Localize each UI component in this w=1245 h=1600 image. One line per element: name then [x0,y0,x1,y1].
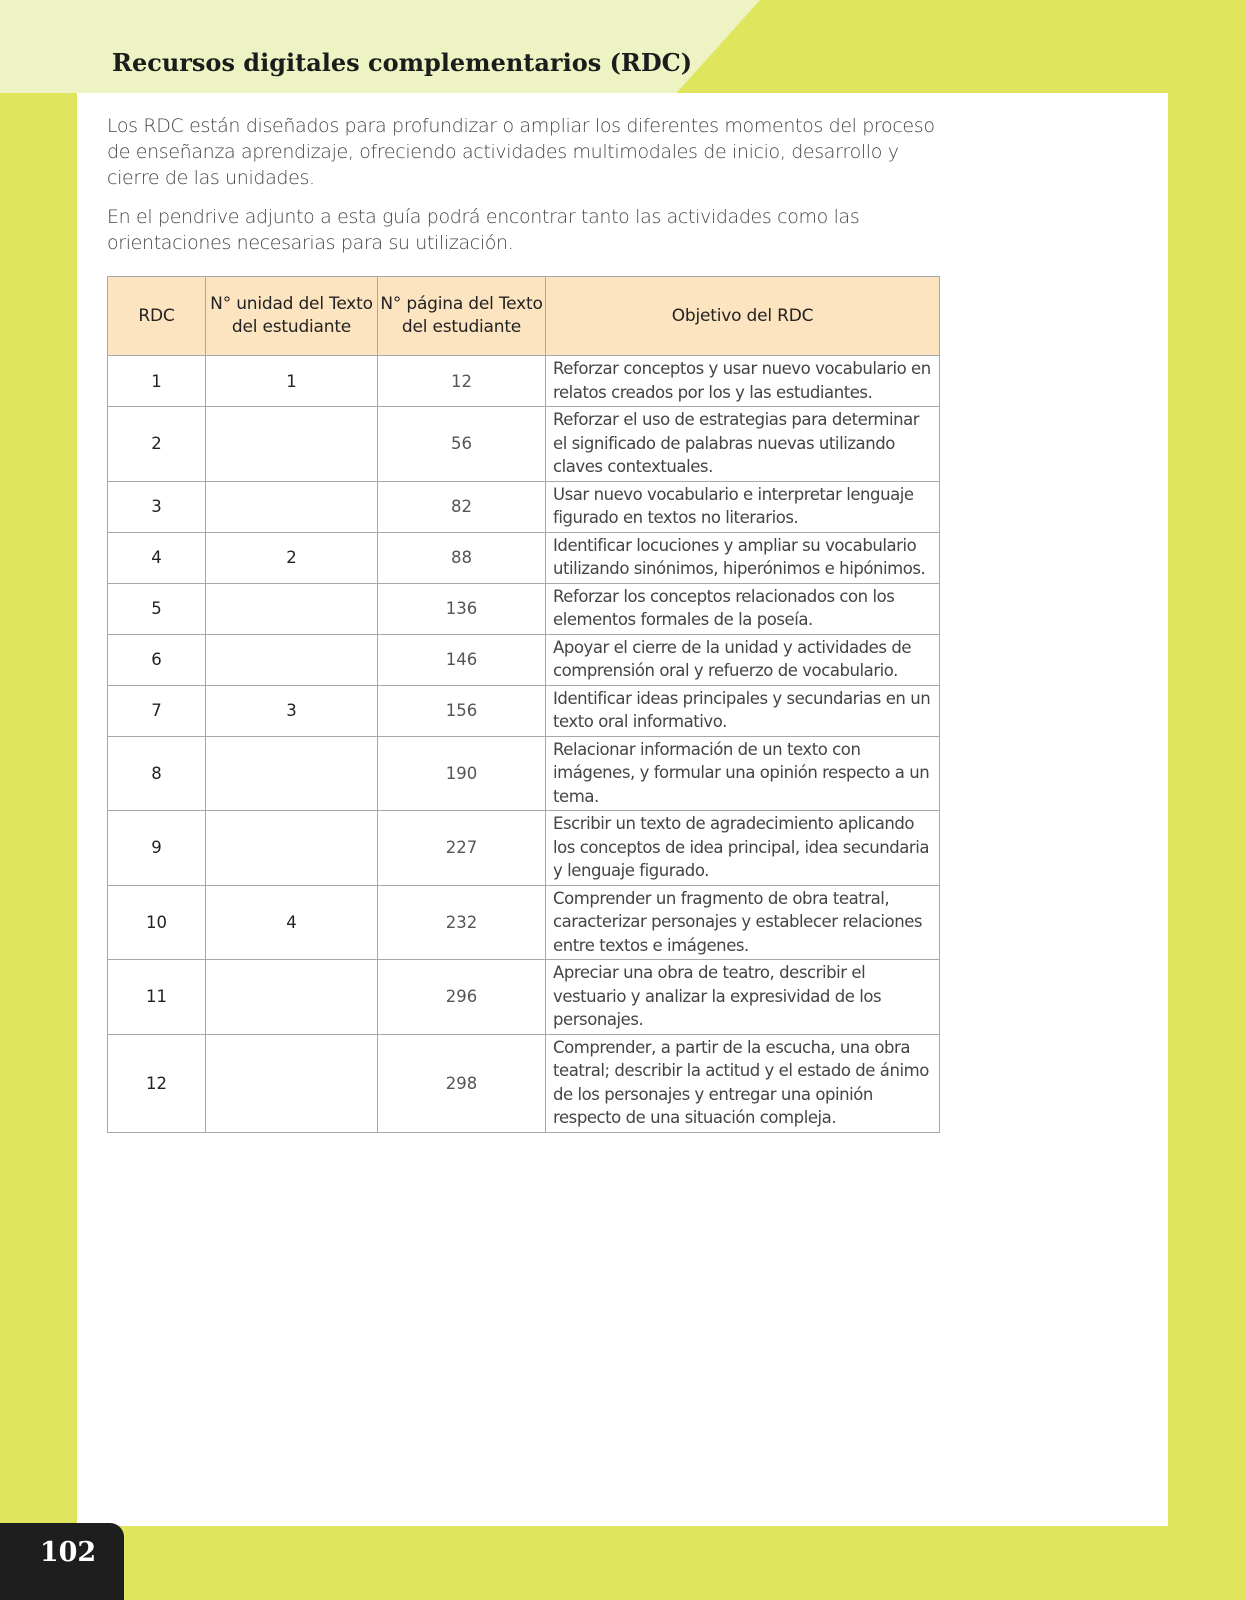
cell-pagina: 296 [378,960,546,1035]
cell-objetivo: Comprender, a partir de la escucha, una obra teatral; describir la actitud y el estado de ánimo de los personajes y entregar una opinión respecto de una situación compleja. [546,1034,940,1132]
table-row [108,885,940,960]
cell-pagina: 190 [378,736,546,811]
intro-paragraph-1: Los RDC están diseñados para profundizar o ampliar los diferentes momentos del proceso de enseñanza aprendizaje, ofreciendo actividades multimodales de inicio, desarrollo y cierre de las unidades. [107,115,935,189]
cell-rdc: 5 [108,583,206,634]
cell-rdc: 4 [108,532,206,583]
cell-unidad: 4 [206,885,378,960]
cell-rdc: 3 [108,481,206,532]
table-row [108,960,940,1035]
header-rdc: RDC [108,277,206,356]
cell-unidad: 3 [206,685,378,736]
table-row [108,356,940,407]
cell-objetivo: Usar nuevo vocabulario e interpretar lenguaje figurado en textos no literarios. [546,481,940,532]
cell-unidad [206,407,378,482]
cell-rdc: 6 [108,634,206,685]
cell-pagina: 56 [378,407,546,482]
cell-pagina: 156 [378,685,546,736]
cell-unidad [206,811,378,886]
table-row [108,634,940,685]
cell-rdc: 10 [108,885,206,960]
cell-rdc: 12 [108,1034,206,1132]
table-row [108,1034,940,1132]
table-row [108,583,940,634]
header-pagina: N° página del Texto del estudiante [378,277,546,356]
cell-pagina: 82 [378,481,546,532]
cell-pagina: 136 [378,583,546,634]
table-row [108,736,940,811]
cell-objetivo: Reforzar los conceptos relacionados con los elementos formales de la poseía. [546,583,940,634]
cell-rdc: 8 [108,736,206,811]
cell-pagina: 88 [378,532,546,583]
cell-rdc: 7 [108,685,206,736]
cell-objetivo: Reforzar el uso de estrategias para determinar el significado de palabras nuevas utilizando claves contextuales. [546,407,940,482]
cell-rdc: 2 [108,407,206,482]
cell-objetivo: Comprender un fragmento de obra teatral, caracterizar personajes y establecer relaciones entre textos e imágenes. [546,885,940,960]
cell-pagina: 227 [378,811,546,886]
cell-pagina: 232 [378,885,546,960]
cell-unidad [206,583,378,634]
cell-rdc: 1 [108,356,206,407]
table-row [108,811,940,886]
intro-paragraph-2: En el pendrive adjunto a esta guía podrá encontrar tanto las actividades como las orientaciones necesarias para su utilización. [107,206,860,254]
table-row [108,685,940,736]
cell-unidad [206,634,378,685]
cell-objetivo: Reforzar conceptos y usar nuevo vocabulario en relatos creados por los y las estudiantes. [546,356,940,407]
cell-unidad [206,1034,378,1132]
page-number: 102 [39,1537,97,1568]
table-header-row [108,277,940,356]
cell-objetivo: Escribir un texto de agradecimiento aplicando los conceptos de idea principal, idea secundaria y lenguaje figurado. [546,811,940,886]
cell-unidad: 2 [206,532,378,583]
cell-unidad [206,960,378,1035]
cell-objetivo: Relacionar información de un texto con imágenes, y formular una opinión respecto a un tema. [546,736,940,811]
cell-rdc: 11 [108,960,206,1035]
table-row [108,407,940,482]
cell-unidad: 1 [206,356,378,407]
header-objetivo: Objetivo del RDC [546,277,940,356]
table-row [108,481,940,532]
cell-rdc: 9 [108,811,206,886]
table-row [108,532,940,583]
header-unidad: N° unidad del Texto del estudiante [206,277,378,356]
cell-objetivo: Identificar locuciones y ampliar su vocabulario utilizando sinónimos, hiperónimos e hipónimos. [546,532,940,583]
page-title: Recursos digitales complementarios (RDC) [112,48,693,77]
cell-objetivo: Apreciar una obra de teatro, describir el vestuario y analizar la expresividad de los personajes. [546,960,940,1035]
page-content [77,93,1168,1526]
cell-objetivo: Apoyar el cierre de la unidad y actividades de comprensión oral y refuerzo de vocabulario. [546,634,940,685]
cell-pagina: 298 [378,1034,546,1132]
cell-unidad [206,736,378,811]
cell-pagina: 146 [378,634,546,685]
cell-pagina: 12 [378,356,546,407]
cell-objetivo: Identificar ideas principales y secundarias en un texto oral informativo. [546,685,940,736]
header-band [0,0,760,93]
cell-unidad [206,481,378,532]
page-number-tab [0,1523,124,1600]
rdc-table [107,276,940,1133]
